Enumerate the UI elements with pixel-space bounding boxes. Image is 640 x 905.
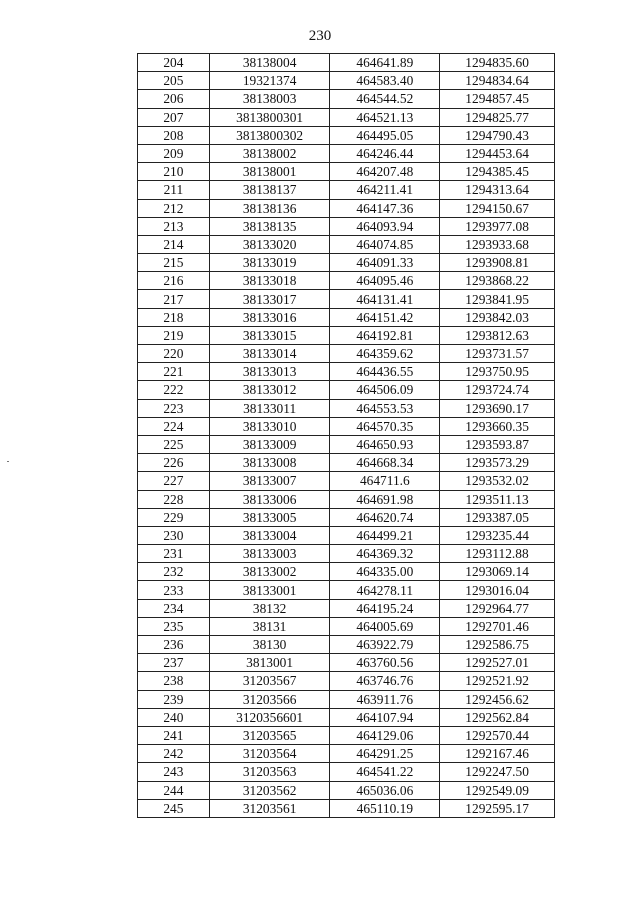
y-coordinate-cell: 1294313.64 <box>440 181 555 199</box>
x-coordinate-cell: 464207.48 <box>330 163 440 181</box>
table-row <box>138 126 555 144</box>
x-coordinate-cell: 464359.62 <box>330 345 440 363</box>
point-number-cell: 232 <box>138 563 210 581</box>
table-row <box>138 490 555 508</box>
y-coordinate-cell: 1294790.43 <box>440 126 555 144</box>
point-id-cell: 38133005 <box>209 508 330 526</box>
point-number-cell: 204 <box>138 54 210 72</box>
point-number-cell: 239 <box>138 690 210 708</box>
y-coordinate-cell: 1293532.02 <box>440 472 555 490</box>
y-coordinate-cell: 1292247.50 <box>440 763 555 781</box>
y-coordinate-cell: 1294385.45 <box>440 163 555 181</box>
x-coordinate-cell: 464091.33 <box>330 254 440 272</box>
x-coordinate-cell: 463911.76 <box>330 690 440 708</box>
x-coordinate-cell: 464553.53 <box>330 399 440 417</box>
point-number-cell: 220 <box>138 345 210 363</box>
point-id-cell: 31203561 <box>209 799 330 817</box>
point-number-cell: 243 <box>138 763 210 781</box>
x-coordinate-cell: 464541.22 <box>330 763 440 781</box>
table-row <box>138 326 555 344</box>
point-id-cell: 38133001 <box>209 581 330 599</box>
x-coordinate-cell: 464291.25 <box>330 745 440 763</box>
x-coordinate-cell: 465110.19 <box>330 799 440 817</box>
point-number-cell: 221 <box>138 363 210 381</box>
point-id-cell: 38138135 <box>209 217 330 235</box>
point-id-cell: 38133015 <box>209 326 330 344</box>
y-coordinate-cell: 1293690.17 <box>440 399 555 417</box>
x-coordinate-cell: 464074.85 <box>330 235 440 253</box>
x-coordinate-cell: 464147.36 <box>330 199 440 217</box>
x-coordinate-cell: 463922.79 <box>330 636 440 654</box>
table-row <box>138 272 555 290</box>
table-row <box>138 745 555 763</box>
table-row <box>138 290 555 308</box>
point-id-cell: 38138136 <box>209 199 330 217</box>
point-id-cell: 38133009 <box>209 435 330 453</box>
point-id-cell: 31203564 <box>209 745 330 763</box>
table-row <box>138 654 555 672</box>
table-row <box>138 454 555 472</box>
y-coordinate-cell: 1293812.63 <box>440 326 555 344</box>
y-coordinate-cell: 1292586.75 <box>440 636 555 654</box>
point-number-cell: 225 <box>138 435 210 453</box>
point-id-cell: 38133017 <box>209 290 330 308</box>
y-coordinate-cell: 1293573.29 <box>440 454 555 472</box>
point-id-cell: 38133004 <box>209 526 330 544</box>
y-coordinate-cell: 1293868.22 <box>440 272 555 290</box>
y-coordinate-cell: 1294825.77 <box>440 108 555 126</box>
point-number-cell: 231 <box>138 545 210 563</box>
point-number-cell: 214 <box>138 235 210 253</box>
x-coordinate-cell: 464211.41 <box>330 181 440 199</box>
point-id-cell: 38133014 <box>209 345 330 363</box>
x-coordinate-cell: 464641.89 <box>330 54 440 72</box>
table-row <box>138 399 555 417</box>
x-coordinate-cell: 464246.44 <box>330 144 440 162</box>
x-coordinate-cell: 464335.00 <box>330 563 440 581</box>
x-coordinate-cell: 464107.94 <box>330 708 440 726</box>
table-row <box>138 345 555 363</box>
x-coordinate-cell: 463746.76 <box>330 672 440 690</box>
table-row <box>138 90 555 108</box>
point-id-cell: 19321374 <box>209 72 330 90</box>
point-number-cell: 206 <box>138 90 210 108</box>
table-row <box>138 690 555 708</box>
point-number-cell: 224 <box>138 417 210 435</box>
x-coordinate-cell: 464278.11 <box>330 581 440 599</box>
table-row <box>138 636 555 654</box>
point-id-cell: 31203566 <box>209 690 330 708</box>
x-coordinate-cell: 464583.40 <box>330 72 440 90</box>
y-coordinate-cell: 1294834.64 <box>440 72 555 90</box>
point-number-cell: 234 <box>138 599 210 617</box>
y-coordinate-cell: 1292701.46 <box>440 617 555 635</box>
point-id-cell: 38130 <box>209 636 330 654</box>
point-number-cell: 226 <box>138 454 210 472</box>
x-coordinate-cell: 463760.56 <box>330 654 440 672</box>
page-number: 230 <box>308 28 332 44</box>
y-coordinate-cell: 1293235.44 <box>440 526 555 544</box>
point-id-cell: 38133013 <box>209 363 330 381</box>
table-row <box>138 199 555 217</box>
point-id-cell: 31203563 <box>209 763 330 781</box>
table-row <box>138 181 555 199</box>
x-coordinate-cell: 464506.09 <box>330 381 440 399</box>
point-id-cell: 38133006 <box>209 490 330 508</box>
point-number-cell: 237 <box>138 654 210 672</box>
point-id-cell: 3813800301 <box>209 108 330 126</box>
point-id-cell: 38133003 <box>209 545 330 563</box>
y-coordinate-cell: 1293731.57 <box>440 345 555 363</box>
x-coordinate-cell: 464691.98 <box>330 490 440 508</box>
y-coordinate-cell: 1292456.62 <box>440 690 555 708</box>
point-number-cell: 215 <box>138 254 210 272</box>
point-number-cell: 230 <box>138 526 210 544</box>
table-row <box>138 235 555 253</box>
y-coordinate-cell: 1293933.68 <box>440 235 555 253</box>
point-id-cell: 38138002 <box>209 144 330 162</box>
table-row <box>138 545 555 563</box>
table-row <box>138 254 555 272</box>
table-row <box>138 108 555 126</box>
x-coordinate-cell: 464499.21 <box>330 526 440 544</box>
table-row <box>138 217 555 235</box>
y-coordinate-cell: 1292570.44 <box>440 726 555 744</box>
table-row <box>138 381 555 399</box>
table-row <box>138 599 555 617</box>
table-body <box>138 54 555 818</box>
point-number-cell: 212 <box>138 199 210 217</box>
x-coordinate-cell: 464544.52 <box>330 90 440 108</box>
point-id-cell: 38133008 <box>209 454 330 472</box>
table-row <box>138 581 555 599</box>
coordinates-table <box>137 53 555 818</box>
y-coordinate-cell: 1293842.03 <box>440 308 555 326</box>
x-coordinate-cell: 464131.41 <box>330 290 440 308</box>
point-number-cell: 219 <box>138 326 210 344</box>
point-id-cell: 38133010 <box>209 417 330 435</box>
point-number-cell: 209 <box>138 144 210 162</box>
y-coordinate-cell: 1293593.87 <box>440 435 555 453</box>
table-row <box>138 163 555 181</box>
table-row <box>138 363 555 381</box>
point-id-cell: 38133020 <box>209 235 330 253</box>
table-row <box>138 763 555 781</box>
table-row <box>138 435 555 453</box>
x-coordinate-cell: 464192.81 <box>330 326 440 344</box>
point-number-cell: 235 <box>138 617 210 635</box>
table-row <box>138 708 555 726</box>
table-row <box>138 799 555 817</box>
x-coordinate-cell: 464620.74 <box>330 508 440 526</box>
point-number-cell: 216 <box>138 272 210 290</box>
point-number-cell: 228 <box>138 490 210 508</box>
y-coordinate-cell: 1293069.14 <box>440 563 555 581</box>
point-number-cell: 210 <box>138 163 210 181</box>
y-coordinate-cell: 1293908.81 <box>440 254 555 272</box>
table-row <box>138 726 555 744</box>
x-coordinate-cell: 464521.13 <box>330 108 440 126</box>
table-row <box>138 526 555 544</box>
x-coordinate-cell: 464711.6 <box>330 472 440 490</box>
point-number-cell: 238 <box>138 672 210 690</box>
table-row <box>138 54 555 72</box>
y-coordinate-cell: 1293660.35 <box>440 417 555 435</box>
x-coordinate-cell: 464436.55 <box>330 363 440 381</box>
y-coordinate-cell: 1293841.95 <box>440 290 555 308</box>
x-coordinate-cell: 464093.94 <box>330 217 440 235</box>
point-id-cell: 38133007 <box>209 472 330 490</box>
y-coordinate-cell: 1292964.77 <box>440 599 555 617</box>
point-id-cell: 31203562 <box>209 781 330 799</box>
y-coordinate-cell: 1293977.08 <box>440 217 555 235</box>
y-coordinate-cell: 1292521.92 <box>440 672 555 690</box>
point-number-cell: 207 <box>138 108 210 126</box>
point-number-cell: 211 <box>138 181 210 199</box>
table-row <box>138 781 555 799</box>
y-coordinate-cell: 1292527.01 <box>440 654 555 672</box>
point-id-cell: 38138137 <box>209 181 330 199</box>
point-number-cell: 208 <box>138 126 210 144</box>
point-number-cell: 227 <box>138 472 210 490</box>
point-id-cell: 38131 <box>209 617 330 635</box>
point-id-cell: 38133011 <box>209 399 330 417</box>
y-coordinate-cell: 1293724.74 <box>440 381 555 399</box>
x-coordinate-cell: 465036.06 <box>330 781 440 799</box>
table-row <box>138 144 555 162</box>
y-coordinate-cell: 1293387.05 <box>440 508 555 526</box>
point-number-cell: 218 <box>138 308 210 326</box>
stray-mark <box>7 461 9 462</box>
table-row <box>138 472 555 490</box>
point-number-cell: 217 <box>138 290 210 308</box>
table-row <box>138 508 555 526</box>
table-row <box>138 308 555 326</box>
y-coordinate-cell: 1292562.84 <box>440 708 555 726</box>
point-id-cell: 38133018 <box>209 272 330 290</box>
y-coordinate-cell: 1293016.04 <box>440 581 555 599</box>
point-id-cell: 3813800302 <box>209 126 330 144</box>
point-number-cell: 233 <box>138 581 210 599</box>
point-number-cell: 236 <box>138 636 210 654</box>
point-number-cell: 242 <box>138 745 210 763</box>
x-coordinate-cell: 464129.06 <box>330 726 440 744</box>
point-number-cell: 245 <box>138 799 210 817</box>
point-number-cell: 223 <box>138 399 210 417</box>
point-number-cell: 222 <box>138 381 210 399</box>
x-coordinate-cell: 464668.34 <box>330 454 440 472</box>
point-id-cell: 31203567 <box>209 672 330 690</box>
x-coordinate-cell: 464369.32 <box>330 545 440 563</box>
table-row <box>138 672 555 690</box>
table-row <box>138 417 555 435</box>
y-coordinate-cell: 1293112.88 <box>440 545 555 563</box>
x-coordinate-cell: 464151.42 <box>330 308 440 326</box>
point-id-cell: 38138003 <box>209 90 330 108</box>
point-id-cell: 38138001 <box>209 163 330 181</box>
point-id-cell: 3813001 <box>209 654 330 672</box>
point-id-cell: 38138004 <box>209 54 330 72</box>
y-coordinate-cell: 1293750.95 <box>440 363 555 381</box>
y-coordinate-cell: 1292549.09 <box>440 781 555 799</box>
point-number-cell: 229 <box>138 508 210 526</box>
x-coordinate-cell: 464650.93 <box>330 435 440 453</box>
table-row <box>138 563 555 581</box>
point-id-cell: 38132 <box>209 599 330 617</box>
point-id-cell: 38133016 <box>209 308 330 326</box>
y-coordinate-cell: 1292595.17 <box>440 799 555 817</box>
point-id-cell: 3120356601 <box>209 708 330 726</box>
point-number-cell: 213 <box>138 217 210 235</box>
point-number-cell: 205 <box>138 72 210 90</box>
x-coordinate-cell: 464095.46 <box>330 272 440 290</box>
y-coordinate-cell: 1294857.45 <box>440 90 555 108</box>
point-id-cell: 31203565 <box>209 726 330 744</box>
x-coordinate-cell: 464195.24 <box>330 599 440 617</box>
point-id-cell: 38133019 <box>209 254 330 272</box>
x-coordinate-cell: 464495.05 <box>330 126 440 144</box>
y-coordinate-cell: 1292167.46 <box>440 745 555 763</box>
y-coordinate-cell: 1294150.67 <box>440 199 555 217</box>
point-number-cell: 244 <box>138 781 210 799</box>
point-id-cell: 38133002 <box>209 563 330 581</box>
point-number-cell: 241 <box>138 726 210 744</box>
table-row <box>138 72 555 90</box>
point-id-cell: 38133012 <box>209 381 330 399</box>
y-coordinate-cell: 1294835.60 <box>440 54 555 72</box>
y-coordinate-cell: 1294453.64 <box>440 144 555 162</box>
y-coordinate-cell: 1293511.13 <box>440 490 555 508</box>
x-coordinate-cell: 464005.69 <box>330 617 440 635</box>
point-number-cell: 240 <box>138 708 210 726</box>
x-coordinate-cell: 464570.35 <box>330 417 440 435</box>
table-row <box>138 617 555 635</box>
